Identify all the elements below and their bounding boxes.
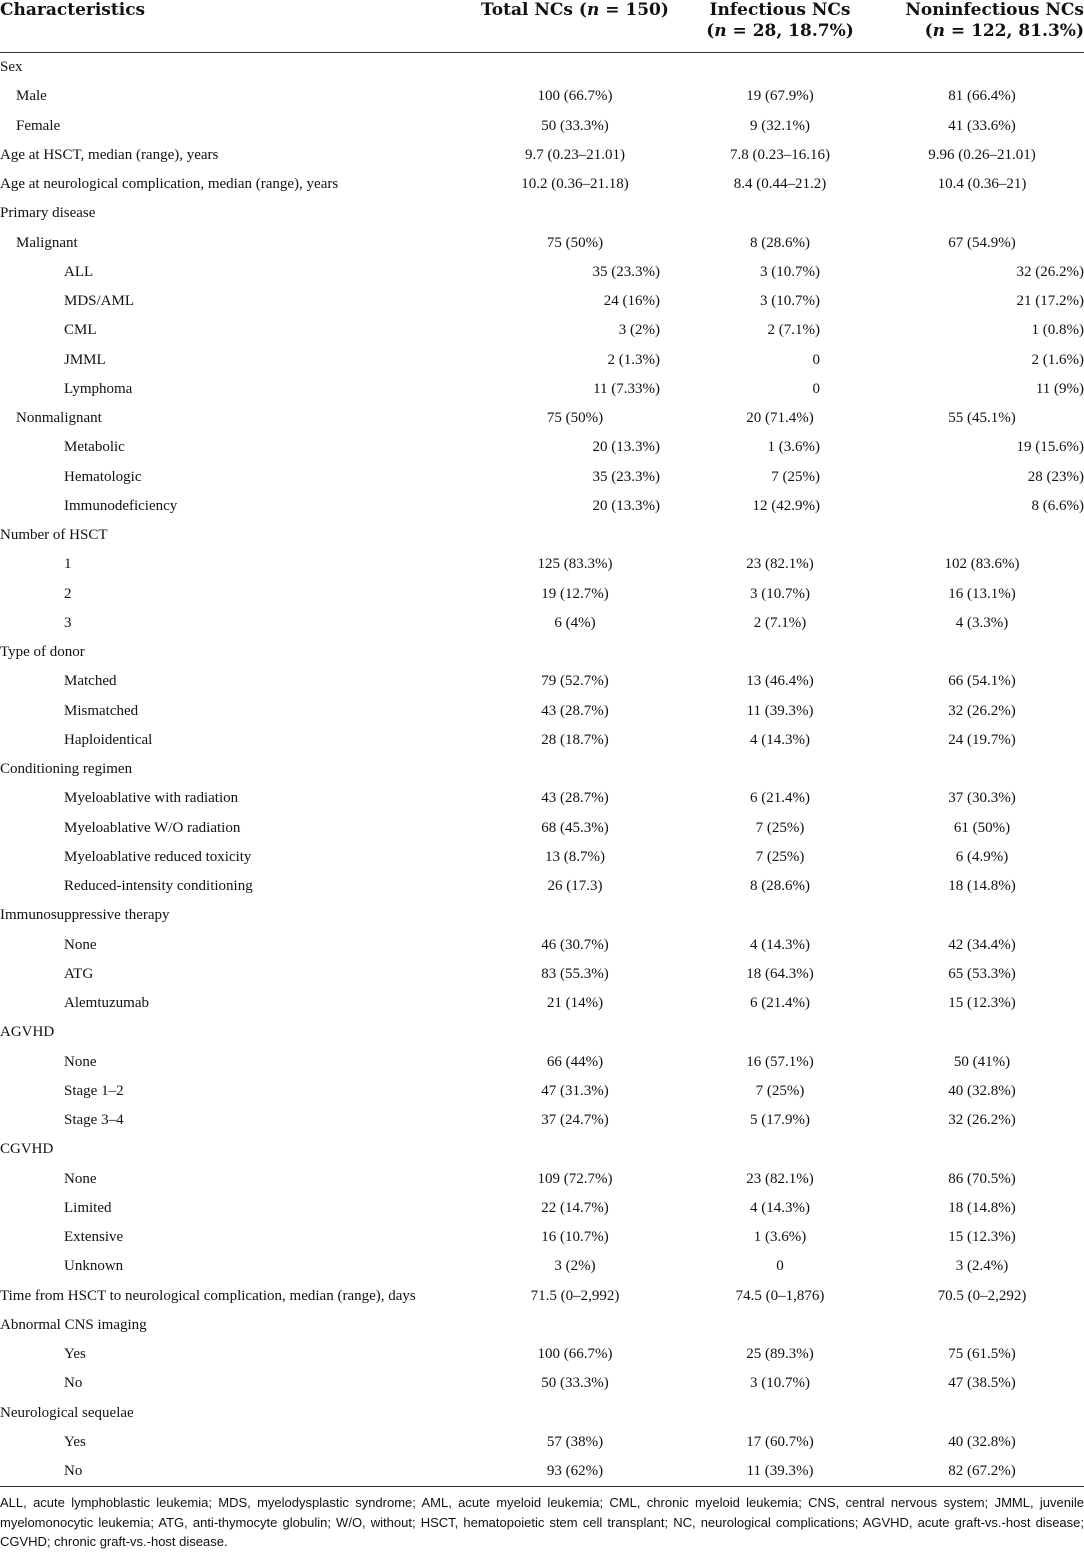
table-row bbox=[0, 258, 1084, 287]
table-row bbox=[0, 784, 1084, 813]
cell-noninfectious: 40 (32.8%) bbox=[948, 1433, 1016, 1450]
cell-infectious: 19 (67.9%) bbox=[746, 88, 814, 105]
table-row bbox=[0, 1340, 1084, 1369]
row-label: Alemtuzumab bbox=[64, 995, 149, 1012]
cell-total bbox=[470, 901, 680, 930]
table-row bbox=[0, 1252, 1084, 1281]
cell-total: 2 (1.3%) bbox=[607, 351, 660, 368]
cell-infectious: 2 (7.1%) bbox=[753, 614, 807, 631]
cell-infectious: 9 (32.1%) bbox=[750, 117, 810, 134]
cell-noninfectious: 50 (41%) bbox=[953, 1053, 1011, 1070]
table-row bbox=[0, 53, 1084, 83]
cell-noninfectious: 18 (14.8%) bbox=[948, 1199, 1016, 1216]
cell-noninfectious bbox=[880, 199, 1084, 228]
row-label: Limited bbox=[64, 1199, 112, 1216]
cell-noninfectious: 41 (33.6%) bbox=[948, 117, 1016, 134]
cell-noninfectious: 55 (45.1%) bbox=[948, 410, 1016, 427]
row-label: Hematologic bbox=[64, 468, 142, 485]
cell-infectious: 1 (3.6%) bbox=[767, 439, 820, 456]
cell-total: 43 (28.7%) bbox=[541, 790, 609, 807]
cell-noninfectious: 47 (38.5%) bbox=[948, 1375, 1016, 1392]
cell-total: 71.5 (0–2,992) bbox=[530, 1287, 620, 1304]
cell-noninfectious bbox=[880, 1018, 1084, 1047]
cell-infectious: 23 (82.1%) bbox=[746, 556, 814, 573]
cell-total: 46 (30.7%) bbox=[541, 936, 609, 953]
cell-infectious bbox=[680, 1018, 880, 1047]
cell-noninfectious: 40 (32.8%) bbox=[948, 1082, 1016, 1099]
row-label: 1 bbox=[64, 556, 72, 573]
cell-total: 75 (50%) bbox=[546, 234, 604, 251]
row-label: CML bbox=[64, 322, 97, 339]
cell-total: 125 (83.3%) bbox=[537, 556, 613, 573]
row-label: Type of donor bbox=[0, 644, 85, 661]
table-row bbox=[0, 375, 1084, 404]
cell-noninfectious: 15 (12.3%) bbox=[948, 1229, 1016, 1246]
cell-infectious: 25 (89.3%) bbox=[746, 1346, 814, 1363]
cell-infectious: 0 bbox=[812, 351, 820, 368]
cell-infectious: 17 (60.7%) bbox=[746, 1433, 814, 1450]
cell-infectious: 23 (82.1%) bbox=[746, 1170, 814, 1187]
row-label: Lymphoma bbox=[64, 380, 133, 397]
row-label: Haploidentical bbox=[64, 731, 153, 748]
header-characteristics: Characteristics bbox=[0, 0, 146, 20]
table-row bbox=[0, 1165, 1084, 1194]
table-row bbox=[0, 843, 1084, 872]
cell-noninfectious bbox=[880, 521, 1084, 550]
row-label: Primary disease bbox=[0, 205, 96, 222]
cell-total: 83 (55.3%) bbox=[541, 965, 609, 982]
row-label: Nonmalignant bbox=[16, 410, 102, 427]
cell-total bbox=[470, 1018, 680, 1047]
cell-infectious bbox=[680, 1135, 880, 1164]
cell-total: 68 (45.3%) bbox=[541, 819, 609, 836]
cell-noninfectious bbox=[880, 53, 1084, 83]
header-noninfectious-line1: Noninfectious NCs bbox=[905, 0, 1084, 20]
cell-infectious: 13 (46.4%) bbox=[746, 673, 814, 690]
cell-noninfectious: 86 (70.5%) bbox=[948, 1170, 1016, 1187]
cell-total: 93 (62%) bbox=[470, 1457, 680, 1487]
table-row bbox=[0, 287, 1084, 316]
cell-total: 13 (8.7%) bbox=[545, 848, 605, 865]
cell-noninfectious: 65 (53.3%) bbox=[948, 965, 1016, 982]
cell-infectious bbox=[680, 199, 880, 228]
cell-total: 43 (28.7%) bbox=[541, 702, 609, 719]
table-row bbox=[0, 638, 1084, 667]
table-row bbox=[0, 1428, 1084, 1457]
cell-noninfectious: 81 (66.4%) bbox=[948, 88, 1016, 105]
cell-total: 57 (38%) bbox=[546, 1433, 604, 1450]
cell-noninfectious: 16 (13.1%) bbox=[948, 585, 1016, 602]
row-label: None bbox=[64, 1053, 97, 1070]
cell-total: 20 (13.3%) bbox=[592, 497, 660, 514]
cell-total bbox=[470, 1399, 680, 1428]
row-label: Myeloablative W/O radiation bbox=[64, 819, 241, 836]
cell-infectious: 1 (3.6%) bbox=[753, 1229, 807, 1246]
table-row bbox=[0, 492, 1084, 521]
row-label: Male bbox=[16, 88, 47, 105]
cell-noninfectious: 28 (23%) bbox=[1027, 468, 1084, 485]
cell-infectious: 8 (28.6%) bbox=[750, 878, 810, 895]
cell-infectious: 8 (28.6%) bbox=[750, 234, 810, 251]
header-total: Total NCs (n = 150) bbox=[481, 0, 669, 20]
table-body bbox=[0, 53, 1084, 1487]
row-label: CGVHD bbox=[0, 1141, 54, 1158]
table-row bbox=[0, 463, 1084, 492]
cell-infectious: 4 (14.3%) bbox=[750, 731, 810, 748]
cell-infectious bbox=[680, 755, 880, 784]
header-infectious-line2: (n = 28, 18.7%) bbox=[706, 21, 854, 41]
cell-infectious bbox=[680, 521, 880, 550]
table-row bbox=[0, 931, 1084, 960]
cell-total: 3 (2%) bbox=[618, 322, 660, 339]
row-label: 2 bbox=[64, 585, 72, 602]
row-label: Unknown bbox=[64, 1258, 124, 1275]
cell-infectious: 74.5 (0–1,876) bbox=[735, 1287, 825, 1304]
row-label: Extensive bbox=[64, 1229, 124, 1246]
cell-noninfectious: 42 (34.4%) bbox=[948, 936, 1016, 953]
cell-total: 50 (33.3%) bbox=[541, 1375, 609, 1392]
cell-total: 100 (66.7%) bbox=[537, 88, 613, 105]
header-infectious-line1: Infectious NCs bbox=[709, 0, 851, 20]
table-row bbox=[0, 1399, 1084, 1428]
row-label: MDS/AML bbox=[64, 293, 135, 310]
cell-total: 9.7 (0.23–21.01) bbox=[525, 146, 625, 163]
table-row bbox=[0, 170, 1084, 199]
cell-infectious: 8.4 (0.44–21.2) bbox=[733, 176, 827, 193]
cell-noninfectious: 6 (4.9%) bbox=[955, 848, 1009, 865]
cell-total: 20 (13.3%) bbox=[592, 439, 660, 456]
cell-total bbox=[470, 53, 680, 83]
row-label: Mismatched bbox=[64, 702, 139, 719]
table-row bbox=[0, 112, 1084, 141]
cell-infectious: 7 (25%) bbox=[755, 848, 805, 865]
header-infectious bbox=[680, 0, 880, 53]
cell-noninfectious bbox=[880, 1135, 1084, 1164]
cell-noninfectious: 10.4 (0.36–21) bbox=[937, 176, 1027, 193]
row-label: Yes bbox=[64, 1346, 86, 1363]
cell-infectious: 3 (10.7%) bbox=[760, 293, 820, 310]
row-label: ALL bbox=[64, 263, 94, 280]
cell-noninfectious: 8 (6.6%) bbox=[1031, 497, 1084, 514]
cell-infectious: 18 (64.3%) bbox=[746, 965, 814, 982]
table-row bbox=[0, 346, 1084, 375]
cell-infectious bbox=[680, 53, 880, 83]
table-row bbox=[0, 872, 1084, 901]
cell-infectious: 4 (14.3%) bbox=[750, 1199, 810, 1216]
cell-noninfectious: 70.5 (0–2,292) bbox=[937, 1287, 1027, 1304]
cell-infectious: 7 (25%) bbox=[755, 1082, 805, 1099]
cell-total bbox=[470, 199, 680, 228]
row-label: Yes bbox=[64, 1433, 86, 1450]
cell-total bbox=[470, 1311, 680, 1340]
row-label: Age at HSCT, median (range), years bbox=[0, 146, 219, 163]
row-label: No bbox=[64, 1375, 83, 1392]
cell-infectious: 6 (21.4%) bbox=[750, 790, 810, 807]
cell-infectious: 11 (39.3%) bbox=[746, 702, 814, 719]
cell-noninfectious bbox=[880, 1399, 1084, 1428]
cell-noninfectious: 4 (3.3%) bbox=[955, 614, 1009, 631]
cell-infectious: 3 (10.7%) bbox=[750, 585, 810, 602]
cell-total: 28 (18.7%) bbox=[541, 731, 609, 748]
cell-total: 35 (23.3%) bbox=[592, 468, 660, 485]
cell-noninfectious: 9.96 (0.26–21.01) bbox=[928, 146, 1036, 163]
row-label: Matched bbox=[64, 673, 117, 690]
cell-total bbox=[470, 1135, 680, 1164]
cell-infectious bbox=[680, 1311, 880, 1340]
header-noninfectious bbox=[880, 0, 1084, 53]
cell-noninfectious: 82 (67.2%) bbox=[880, 1457, 1084, 1487]
cell-noninfectious: 37 (30.3%) bbox=[948, 790, 1016, 807]
cell-infectious: 5 (17.9%) bbox=[750, 1112, 810, 1129]
table-row bbox=[0, 433, 1084, 462]
row-label: Malignant bbox=[16, 234, 78, 251]
row-label: Stage 3–4 bbox=[64, 1112, 124, 1129]
table-row bbox=[0, 199, 1084, 228]
row-label: Age at neurological complication, median (range), years bbox=[0, 176, 339, 193]
cell-noninfectious bbox=[880, 1311, 1084, 1340]
cell-total bbox=[470, 755, 680, 784]
row-label: Reduced-intensity conditioning bbox=[64, 878, 253, 895]
table-row bbox=[0, 989, 1084, 1018]
cell-total: 21 (14%) bbox=[546, 995, 604, 1012]
cell-total: 50 (33.3%) bbox=[541, 117, 609, 134]
cell-total: 37 (24.7%) bbox=[541, 1112, 609, 1129]
cell-infectious: 2 (7.1%) bbox=[767, 322, 820, 339]
table-row bbox=[0, 1369, 1084, 1398]
cell-infectious: 12 (42.9%) bbox=[752, 497, 820, 514]
table-row bbox=[0, 667, 1084, 696]
cell-total bbox=[470, 638, 680, 667]
cell-noninfectious: 15 (12.3%) bbox=[948, 995, 1016, 1012]
row-label: Stage 1–2 bbox=[64, 1082, 124, 1099]
row-label: Metabolic bbox=[64, 439, 125, 456]
cell-noninfectious bbox=[880, 638, 1084, 667]
row-label: Immunodeficiency bbox=[64, 497, 178, 514]
cell-noninfectious: 19 (15.6%) bbox=[1016, 439, 1084, 456]
table-row bbox=[0, 814, 1084, 843]
table-row bbox=[0, 141, 1084, 170]
cell-noninfectious: 32 (26.2%) bbox=[948, 702, 1016, 719]
header-noninfectious-line2: (n = 122, 81.3%) bbox=[924, 21, 1084, 41]
cell-total: 100 (66.7%) bbox=[537, 1346, 613, 1363]
cell-total: 11 (7.33%) bbox=[593, 380, 660, 397]
row-label: Myeloablative reduced toxicity bbox=[64, 848, 252, 865]
table-row bbox=[0, 229, 1084, 258]
table-row bbox=[0, 1194, 1084, 1223]
table-row bbox=[0, 1223, 1084, 1252]
table-row bbox=[0, 404, 1084, 433]
cell-infectious: 11 (39.3%) bbox=[680, 1457, 880, 1487]
cell-noninfectious bbox=[880, 755, 1084, 784]
cell-infectious: 3 (10.7%) bbox=[760, 263, 820, 280]
table-header bbox=[0, 0, 1084, 53]
table-row bbox=[0, 1457, 1084, 1487]
table-row bbox=[0, 316, 1084, 345]
cell-infectious: 7 (25%) bbox=[771, 468, 820, 485]
cell-noninfectious bbox=[880, 901, 1084, 930]
cell-noninfectious: 67 (54.9%) bbox=[948, 234, 1016, 251]
row-label: Time from HSCT to neurological complication, median (range), days bbox=[0, 1287, 416, 1304]
cell-infectious bbox=[680, 1399, 880, 1428]
row-label: Immunosuppressive therapy bbox=[0, 907, 170, 924]
row-label: Myeloablative with radiation bbox=[64, 790, 239, 807]
cell-infectious: 4 (14.3%) bbox=[750, 936, 810, 953]
cell-total: 24 (16%) bbox=[603, 293, 660, 310]
cell-total: 19 (12.7%) bbox=[541, 585, 609, 602]
table-row bbox=[0, 960, 1084, 989]
cell-infectious: 6 (21.4%) bbox=[750, 995, 810, 1012]
row-label: ATG bbox=[64, 965, 94, 982]
table-row bbox=[0, 755, 1084, 784]
cell-total: 79 (52.7%) bbox=[541, 673, 609, 690]
row-label: None bbox=[64, 936, 97, 953]
table-row bbox=[0, 697, 1084, 726]
cell-total: 66 (44%) bbox=[546, 1053, 604, 1070]
row-label: None bbox=[64, 1170, 97, 1187]
row-label: AGVHD bbox=[0, 1024, 55, 1041]
cell-infectious: 7 (25%) bbox=[755, 819, 805, 836]
cell-noninfectious: 11 (9%) bbox=[1035, 380, 1084, 397]
cell-infectious bbox=[680, 638, 880, 667]
cell-noninfectious: 102 (83.6%) bbox=[944, 556, 1020, 573]
cell-noninfectious: 32 (26.2%) bbox=[948, 1112, 1016, 1129]
cell-infectious: 7.8 (0.23–16.16) bbox=[730, 146, 830, 163]
cell-noninfectious: 3 (2.4%) bbox=[955, 1258, 1009, 1275]
cell-noninfectious: 75 (61.5%) bbox=[948, 1346, 1016, 1363]
cell-noninfectious: 61 (50%) bbox=[953, 819, 1011, 836]
row-label: Female bbox=[16, 117, 61, 134]
table-row bbox=[0, 82, 1084, 111]
table-row bbox=[0, 550, 1084, 579]
table-row bbox=[0, 726, 1084, 755]
table-row bbox=[0, 1135, 1084, 1164]
cell-total: 16 (10.7%) bbox=[541, 1229, 609, 1246]
cell-noninfectious: 66 (54.1%) bbox=[948, 673, 1016, 690]
cell-noninfectious: 32 (26.2%) bbox=[1016, 263, 1084, 280]
cell-total: 75 (50%) bbox=[546, 410, 604, 427]
cell-total: 47 (31.3%) bbox=[541, 1082, 609, 1099]
table-row bbox=[0, 1048, 1084, 1077]
cell-infectious bbox=[680, 901, 880, 930]
cell-noninfectious: 1 (0.8%) bbox=[1031, 322, 1084, 339]
cell-total: 6 (4%) bbox=[554, 614, 596, 631]
table-row bbox=[0, 1077, 1084, 1106]
cell-noninfectious: 18 (14.8%) bbox=[948, 878, 1016, 895]
cell-total bbox=[470, 521, 680, 550]
cell-total: 10.2 (0.36–21.18) bbox=[521, 176, 629, 193]
row-label: Number of HSCT bbox=[0, 527, 108, 544]
row-label: JMML bbox=[64, 351, 106, 368]
table-row bbox=[0, 521, 1084, 550]
table-row bbox=[0, 1106, 1084, 1135]
cell-noninfectious: 24 (19.7%) bbox=[948, 731, 1016, 748]
cell-total: 35 (23.3%) bbox=[592, 263, 660, 280]
cell-infectious: 3 (10.7%) bbox=[750, 1375, 810, 1392]
cell-total: 109 (72.7%) bbox=[537, 1170, 613, 1187]
table-footnote: ALL, acute lymphoblastic leukemia; MDS, myelodysplastic syndrome; AML, acute myeloid leukemia; CML, chronic myeloid leukemia; CNS, central nervous system; JMML, juvenile myelomonocytic leukemia; ATG, anti-thymocyte globulin; W/O, without; HSCT, hematopoietic stem cell transplant; NC, neurological complications; AGVHD, acute graft-vs.-host disease; CGVHD; chronic graft-vs.-host disease. bbox=[0, 1495, 1084, 1550]
table-row bbox=[0, 1018, 1084, 1047]
cell-total: 26 (17.3) bbox=[547, 878, 603, 895]
row-label: Neurological sequelae bbox=[0, 1404, 134, 1421]
cell-infectious: 16 (57.1%) bbox=[746, 1053, 814, 1070]
row-label: 3 bbox=[64, 614, 72, 631]
row-label: No bbox=[0, 1457, 470, 1487]
table-row bbox=[0, 1282, 1084, 1311]
row-label: Sex bbox=[0, 59, 23, 76]
cell-infectious: 0 bbox=[812, 380, 820, 397]
table-row bbox=[0, 609, 1084, 638]
cell-total: 22 (14.7%) bbox=[541, 1199, 609, 1216]
cell-total: 3 (2%) bbox=[554, 1258, 596, 1275]
table-row bbox=[0, 901, 1084, 930]
cell-noninfectious: 21 (17.2%) bbox=[1016, 293, 1084, 310]
table-row bbox=[0, 1311, 1084, 1340]
cell-noninfectious: 2 (1.6%) bbox=[1031, 351, 1084, 368]
cell-infectious: 20 (71.4%) bbox=[746, 410, 814, 427]
cell-infectious: 0 bbox=[776, 1258, 784, 1275]
row-label: Conditioning regimen bbox=[0, 761, 133, 778]
table-row bbox=[0, 580, 1084, 609]
row-label: Abnormal CNS imaging bbox=[0, 1316, 147, 1333]
